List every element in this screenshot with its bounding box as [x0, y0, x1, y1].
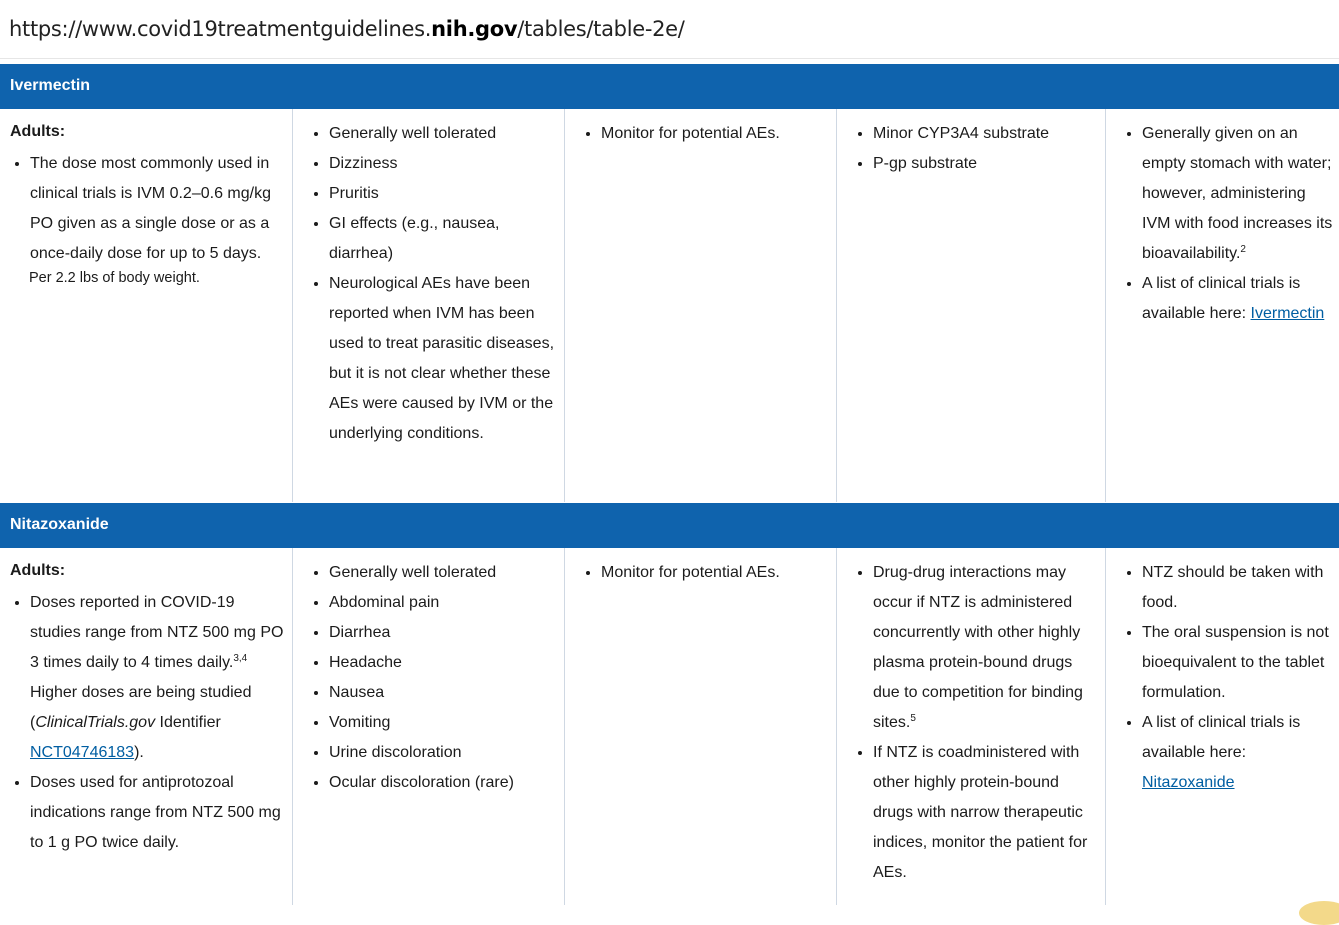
list-item: • If NTZ is coadministered with other highly protein-bound drugs with narrow therapeutic indices, monitor the patient for AEs. — [873, 738, 1100, 888]
list-item: • P-gp substrate — [873, 149, 1100, 179]
comments-cell — [1105, 109, 1339, 502]
url-text[interactable]: https://www.covid19treatmentguidelines.nih.gov/tables/table-2e/ — [9, 17, 685, 41]
dosing-cell — [0, 109, 292, 502]
list-item: • Drug-drug interactions may occur if NTZ is administered concurrently with other highly plasma protein-bound drugs due to competition for binding sites.$^5$ — [873, 558, 1100, 738]
list-item: • Ocular discoloration (rare) — [329, 768, 559, 798]
list-item: • Monitor for potential AEs. — [601, 558, 831, 588]
list-item: • Generally given on an empty stomach with water; however, administering IVM with food increases its bioavailability.$^2$ — [1142, 119, 1336, 269]
list-item: • A list of clinical trials is available here: Nitazoxanide — [1142, 708, 1338, 798]
list-item: • Dizziness — [329, 149, 559, 179]
interactions-cell — [836, 109, 1106, 502]
dosing-cell — [0, 548, 292, 905]
interactions-cell — [836, 548, 1106, 905]
list-item: • Monitor for potential AEs. — [601, 119, 831, 149]
drug-name: Nitazoxanide — [10, 516, 109, 533]
list-item: • Nausea — [329, 678, 559, 708]
adverse-events-cell — [292, 548, 565, 905]
adverse-events-cell — [292, 109, 565, 502]
list-item: • Generally well tolerated — [329, 119, 559, 149]
list-item: • Doses used for antiprotozoal indications range from NTZ 500 mg to 1 g PO twice daily. — [30, 768, 286, 858]
list-item: • The dose most commonly used in clinical trials is IVM 0.2–0.6 mg/kg PO given as a single dose or as a once-daily dose for up to 5 days. — [30, 149, 286, 269]
list-item: • Generally well tolerated — [329, 558, 559, 588]
adults-label: Adults: — [10, 123, 66, 140]
table-row-ivermectin — [0, 109, 1339, 502]
list-item: • NTZ should be taken with food. — [1142, 558, 1338, 618]
list-item: • A list of clinical trials is available here: Ivermectin — [1142, 269, 1336, 329]
ivermectin-trials-link[interactable]: Ivermectin — [1250, 305, 1325, 322]
list-item: • Diarrhea — [329, 618, 559, 648]
list-item: • The oral suspension is not bioequivalent to the tablet formulation. — [1142, 618, 1338, 708]
list-item: • Urine discoloration — [329, 738, 559, 768]
address-bar[interactable] — [0, 0, 1339, 59]
adults-label: Adults: — [10, 562, 66, 579]
comments-cell — [1105, 548, 1339, 905]
list-item: • Minor CYP3A4 substrate — [873, 119, 1100, 149]
drug-header-ivermectin — [0, 64, 1339, 109]
drug-name: Ivermectin — [10, 77, 91, 94]
nct-identifier-link[interactable]: NCT04746183 — [30, 744, 135, 761]
list-item: • Headache — [329, 648, 559, 678]
list-item: • Doses reported in COVID-19 studies range from NTZ 500 mg PO 3 times daily to 4 times daily.$^{3,4}$ Higher doses are being studied (ClinicalTrials.gov Identifier NCT04746183). — [30, 588, 286, 768]
dose-note: Per 2.2 lbs of body weight. — [29, 270, 200, 286]
list-item: • Neurological AEs have been reported when IVM has been used to treat parasitic diseases, but it is not clear whether these AEs were caused by IVM or the underlying conditions. — [329, 269, 559, 449]
monitoring-cell — [564, 109, 837, 502]
list-item: • Vomiting — [329, 708, 559, 738]
monitoring-cell — [564, 548, 837, 905]
drug-header-nitazoxanide — [0, 503, 1339, 548]
table-row-nitazoxanide — [0, 548, 1339, 905]
list-item: • GI effects (e.g., nausea, diarrhea) — [329, 209, 559, 269]
list-item: • Abdominal pain — [329, 588, 559, 618]
list-item: • Pruritis — [329, 179, 559, 209]
nitazoxanide-trials-link[interactable]: Nitazoxanide — [1142, 774, 1235, 791]
